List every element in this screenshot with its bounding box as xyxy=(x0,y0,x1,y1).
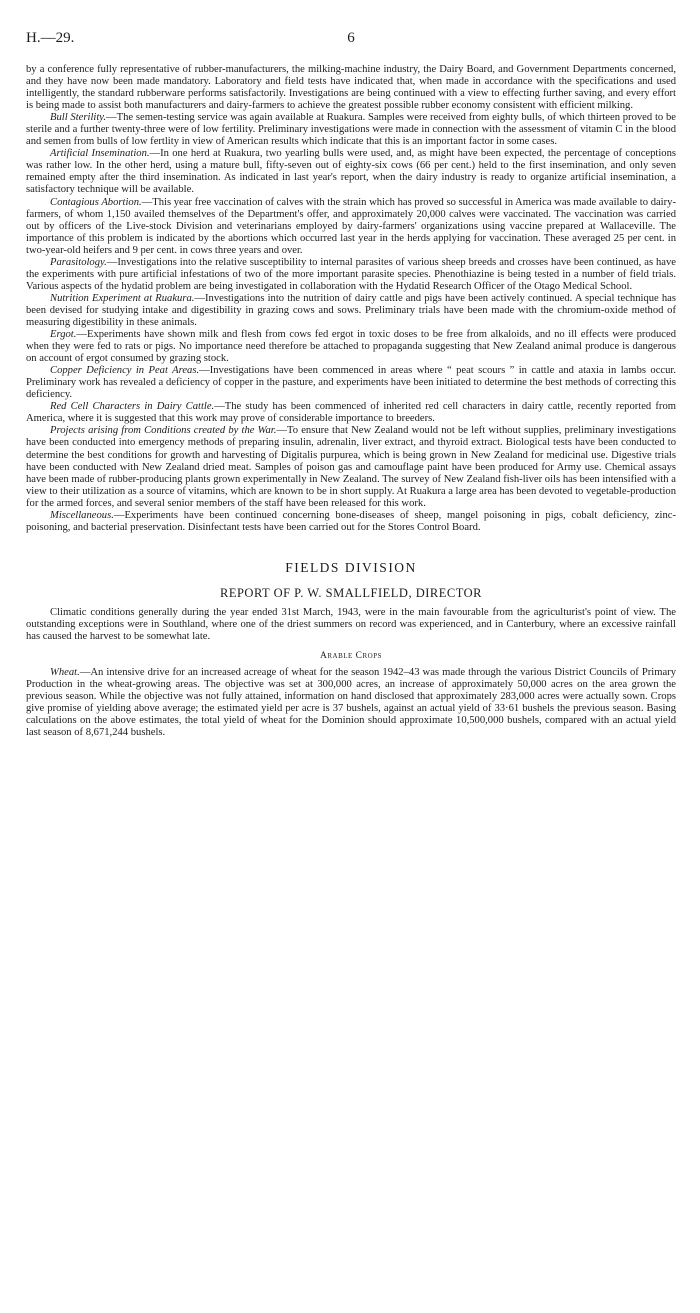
paragraph: Copper Deficiency in Peat Areas.—Investigations have been commenced in areas where “ peat scours ” in cattle and ataxia in lambs occur. Preliminary work has revealed a deficiency of copper in the pasture, and experiments have been initiated to determine the best methods of correcting this deficiency. xyxy=(26,365,676,401)
paragraph: Nutrition Experiment at Ruakura.—Investigations into the nutrition of dairy cattle and pigs have been actively continued. A special technique has been devised for studying intake and digestibility in grazing cows and sows. Preliminary trials have been made with the chromium-oxide method of measuring digestibility in these animals. xyxy=(26,292,676,328)
paragraph: Bull Sterility.—The semen-testing service was again available at Ruakura. Samples were received from eighty bulls, of which thirteen proved to be sterile and a further twenty-three were of low fertility. Preliminary investigations were made in connection with the assessment of vitamin C in the blood and semen from bulls of low fertlity in view of American results which indicate that this is an important factor in some cases. xyxy=(26,112,676,148)
paragraph: Red Cell Characters in Dairy Cattle.—The study has been commenced of inherited red cell characters in dairy cattle, recently reported from America, where it is suggested that this work may prove of considerable importance to breeders. xyxy=(26,401,676,425)
paragraph: Parasitology.—Investigations into the relative susceptibility to internal parasites of various sheep breeds and crosses have been continued, as have the experiments with pure artificial infestations of two of the more important parasite species. Phenothiazine is being tested in a number of field trials. Various aspects of the hydatid problem are being investigated in collaboration with the Hydatid Research Officer of the Otago Medical School. xyxy=(26,256,676,292)
report-title: REPORT OF P. W. SMALLFIELD, DIRECTOR xyxy=(220,585,482,600)
paragraph: by a conference fully representative of rubber-manufacturers, the milking-machine industry, the Dairy Board, and Government Departments concerned, and they have now been made mandatory. Laboratory and field tests have indicated that, when made in accordance with the specifications and used intelligently, the standard rubberware performs satisfactorily. Investigations are being continued with a view to effecting further saving, and every effort is being made to assist both manufacturers and dairy-farmers to achieve the greatest possible rubber economy consistent with efficient milking. xyxy=(26,64,676,112)
paragraph-lead: Copper Deficiency in Peat Areas. xyxy=(50,365,200,377)
paragraph: Contagious Abortion.—This year free vaccination of calves with the strain which has proved so successful in America was made available to dairy-farmers, of whom 1,150 availed themselves of the Department's offer, and approximately 20,000 calves were vaccinated. The vaccination was carried out by officers of the Live-stock Division and veterinarians employed by dairy-farmers' organizations using vaccine prepared at Wallaceville. The importance of this problem is indicated by the abortions which occurred last year in the herds applying for vaccination. These averaged 25 per cent. in two-year-old heifers and 9 per cent. in cows three years and over. xyxy=(26,196,676,256)
paragraph-lead: Ergot. xyxy=(50,329,77,341)
document-page xyxy=(26,30,676,739)
paragraph: Projects arising from Conditions created by the War.—To ensure that New Zealand would not be left without supplies, preliminary investigations have been conducted into emergency methods of preparing insulin, adrenalin, liver extract, and thyroid extract. Biological tests have been conducted to determine the best conditions for growth and harvesting of Digitalis purpurea, which is being grown in New Zealand for medicinal use. Digestive trials have been conducted with New Zealand dried meat. Samples of poison gas and camouflage paint have been produced for Army use. Chemical assays have been made of rubber-producing plants grown experimentally in New Zealand. The survey of New Zealand fish-liver oils has been intensified with a view to their utilization as a source of vitamins, which are known to be in short supply. At Ruakura a large area has been devoted to vegetable-production for the armed forces, and several senior members of the staff have been released for this work. xyxy=(26,425,676,509)
intro-text xyxy=(26,607,676,643)
paragraph-lead: Wheat. xyxy=(50,666,80,678)
page-number: 6 xyxy=(347,30,355,46)
paragraph-lead: Bull Sterility. xyxy=(50,112,107,124)
running-head xyxy=(26,30,676,56)
paragraph-lead: Parasitology. xyxy=(50,256,107,268)
section-heading: Arable Crops xyxy=(319,650,383,661)
paragraph: Ergot.—Experiments have shown milk and flesh from cows fed ergot in toxic doses to be free from alkaloids, and no ill effects were produced when they were fed to rats or pigs. No importance need therefore be attached to propaganda suggesting that New Zealand animal produce is dangerous on account of ergot consumed by grazing stock. xyxy=(26,329,676,365)
paragraph: Artificial Insemination.—In one herd at Ruakura, two yearling bulls were used, and, as might have been expected, the percentage of conceptions was rather low. In the other herd, using a mature bull, fifty-seven out of eighty-six cows (66 per cent.) held to the first insemination, and only seven remained empty after the third insemination. As indicated in last year's report, when the dairy industry is ready to organize artificial insemination, a satisfactory technique will be available. xyxy=(26,148,676,196)
paragraph-lead: Contagious Abortion. xyxy=(50,196,142,208)
wheat-text xyxy=(26,667,676,739)
paragraph: Miscellaneous.—Experiments have been continued concerning bone-diseases of sheep, mangel poisoning in pigs, cobalt deficiency, zinc-poisoning, and bacterial preservation. Disinfectant tests have been carried out for the Stores Control Board. xyxy=(26,509,676,533)
paragraph: Climatic conditions generally during the year ended 31st March, 1943, were in the main favourable from the agriculturist's point of view. The outstanding exceptions were in Southland, where one of the driest summers on record was experienced, and in Canterbury, where an excessive rainfall has caused the harvest to be somewhat late. xyxy=(26,606,676,642)
paragraph-lead: Red Cell Characters in Dairy Cattle. xyxy=(50,401,215,413)
division-title: FIELDS DIVISION xyxy=(285,559,417,575)
paragraph: Wheat.—An intensive drive for an increased acreage of wheat for the season 1942–43 was made through the various District Councils of Primary Production in the wheat-growing areas. The objective was set at 300,000 acres, an increase of approximately 50,000 acres on the area grown the previous season. While the objective was not fully attained, information on hand disclosed that approximately 283,000 acres were actually sown. Crops give promise of yielding above average; the estimated yield per acre is 37 bushels, against an actual yield of 33·61 bushels the previous season. Basing calculations on the above estimates, the total yield of wheat for the Dominion should approximate 10,500,000 bushels, compared with an actual yield last season of 8,671,244 bushels. xyxy=(26,666,676,739)
paragraph-lead: Artificial Insemination. xyxy=(50,148,150,160)
paragraph-lead: Projects arising from Conditions created by the War. xyxy=(50,425,277,437)
body-text xyxy=(26,64,676,534)
document-id: H.—29. xyxy=(26,30,75,46)
paragraph-lead: Miscellaneous. xyxy=(50,509,114,521)
paragraph-lead: Nutrition Experiment at Ruakura. xyxy=(50,292,195,304)
